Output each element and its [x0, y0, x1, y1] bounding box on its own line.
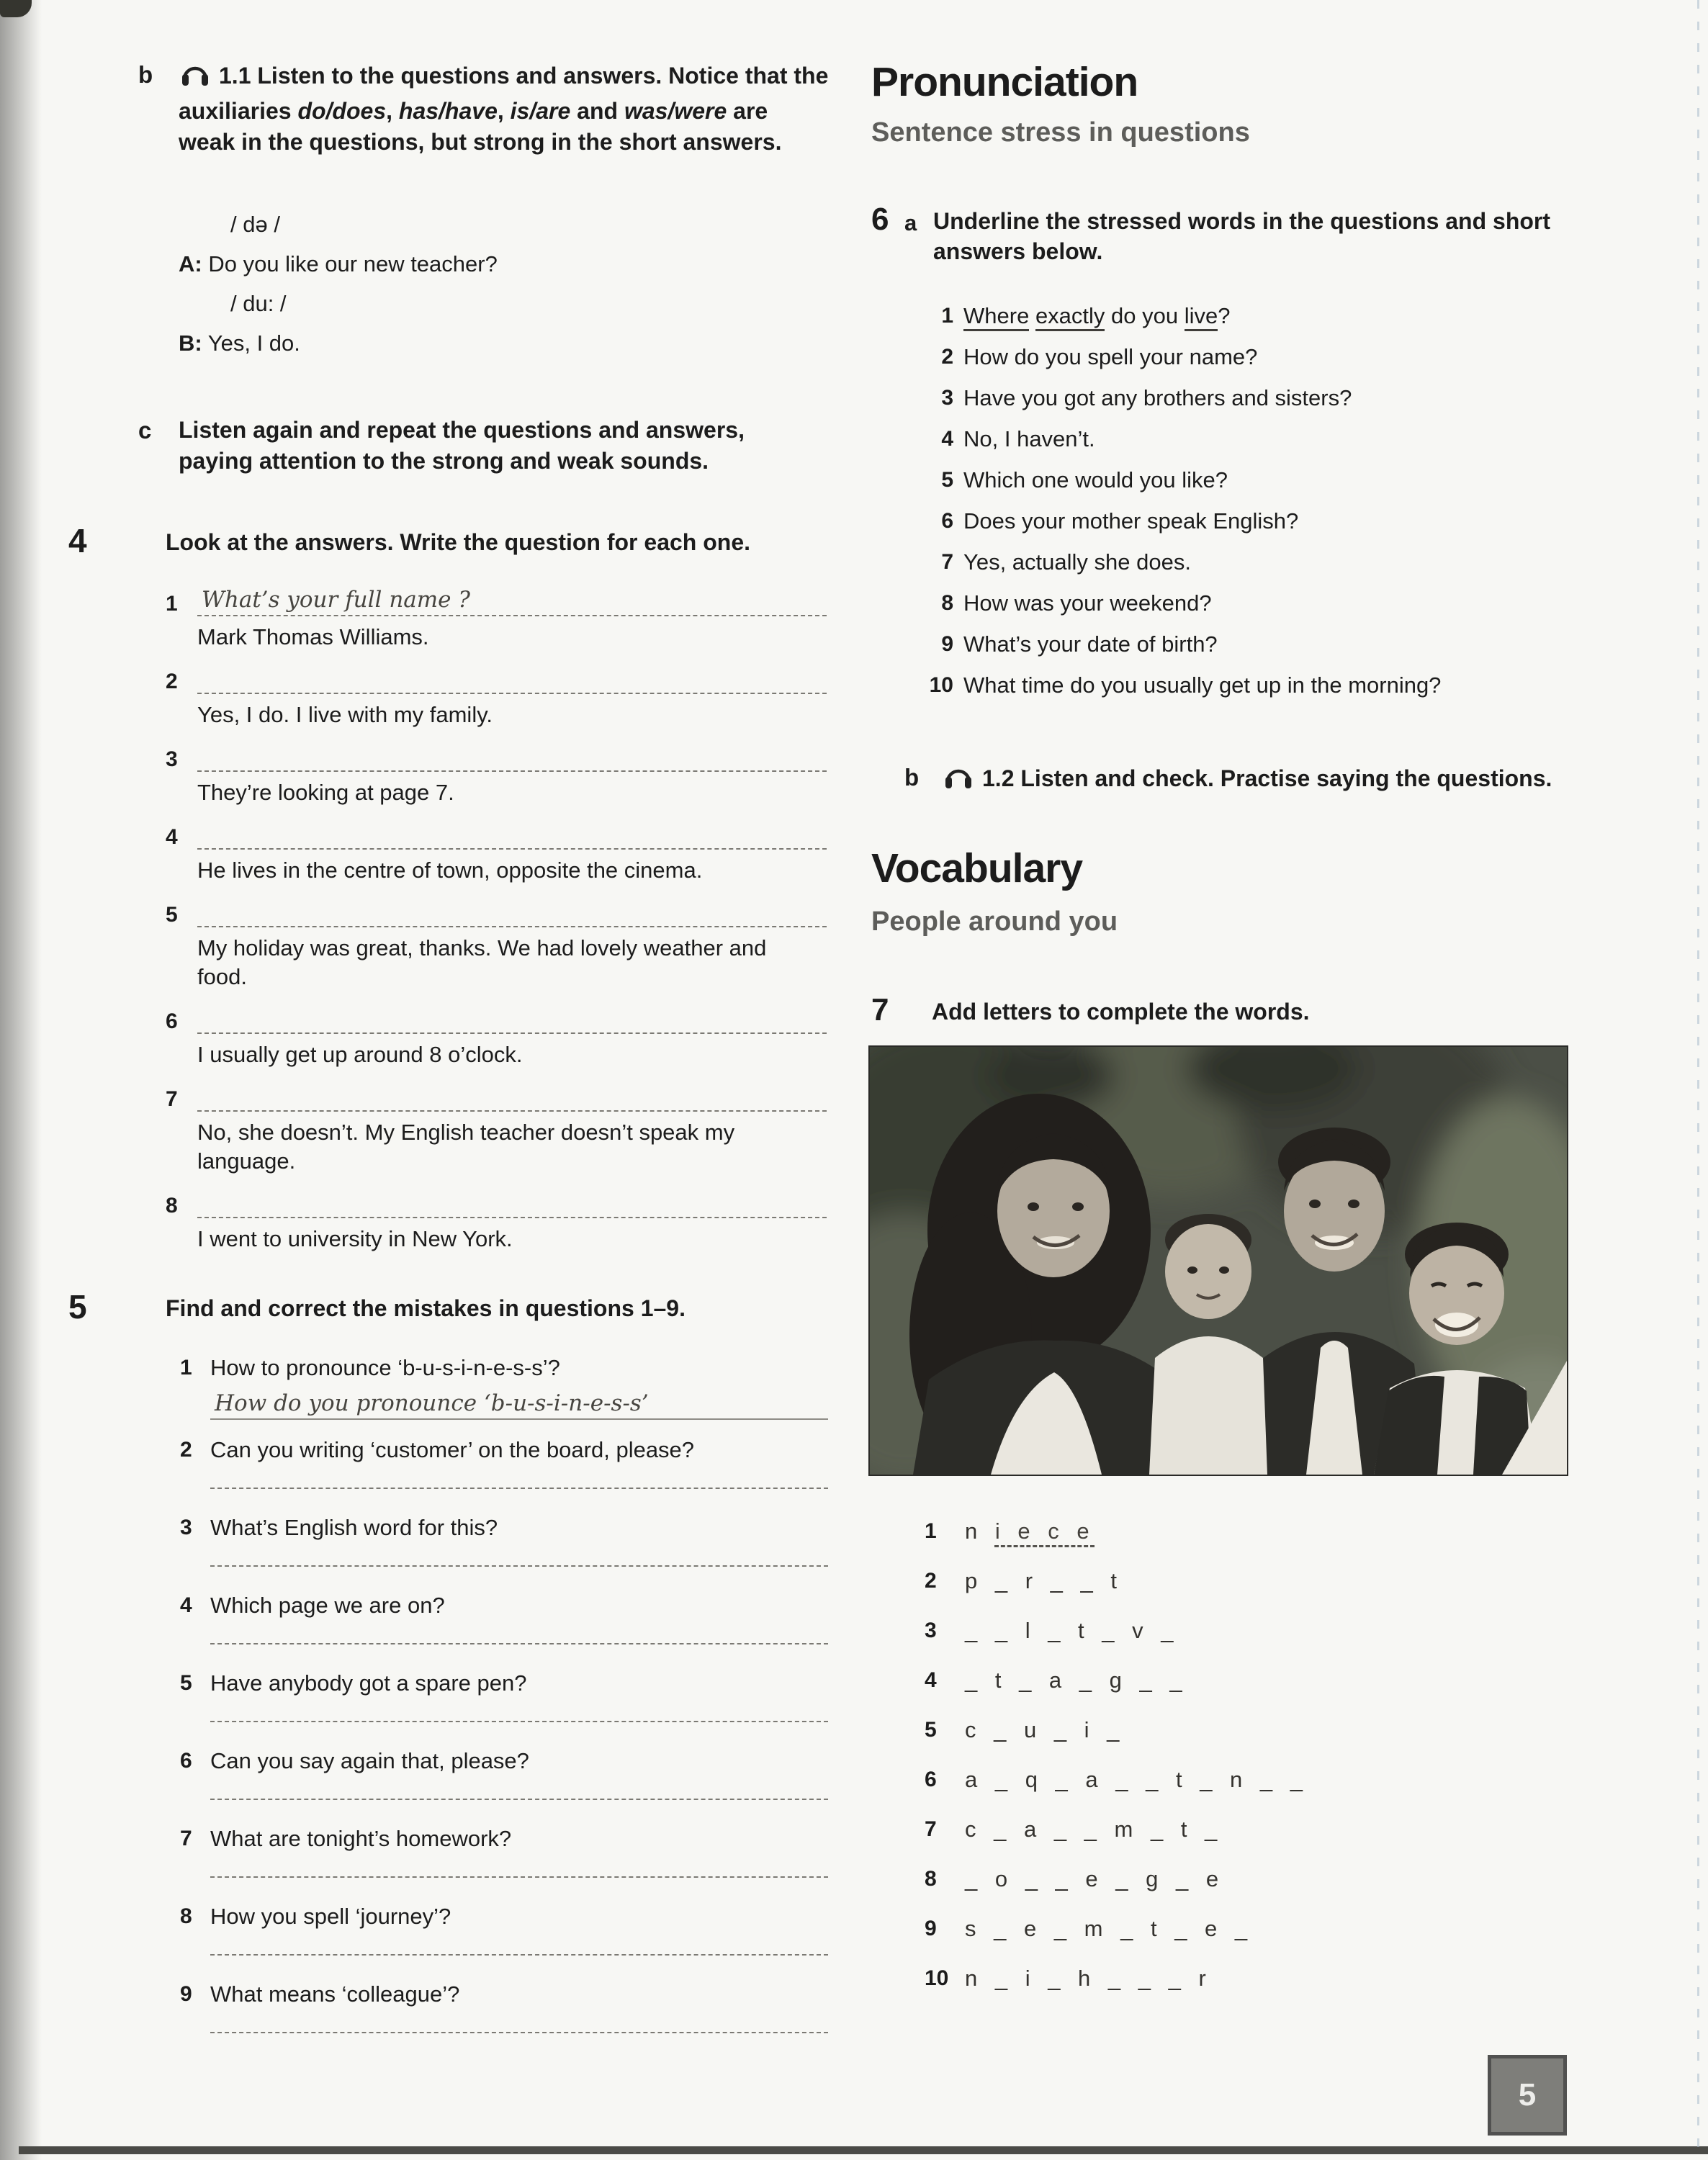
answer-line [197, 737, 827, 772]
printed-answer: Mark Thomas Williams. [197, 624, 429, 649]
word-letters: a _ q _ a _ _ t _ n _ _ [965, 1766, 1309, 1792]
list-item: 2 How do you spell your name? [941, 343, 1258, 369]
list-item: 3 What’s English word for this? [180, 1508, 828, 1567]
exercise-4-list [166, 583, 827, 1263]
pronunciation-subheading: Sentence stress in questions [871, 117, 1250, 148]
list-item: 6 I usually get up around 8 o’clock. [166, 1001, 827, 1079]
headphones-icon [942, 762, 975, 798]
section-letter: b [138, 61, 153, 88]
list-item: 7 What are tonight’s homework? [180, 1819, 828, 1878]
list-item: 6 Does your mother speak English? [941, 508, 1299, 534]
question-text: How to pronounce ‘b-u-s-i-n-e-s-s’? [210, 1355, 560, 1380]
list-item: 10 What time do you usually get up in the morning? [929, 672, 1442, 698]
word-letters: _ _ l _ t _ v _ [965, 1617, 1179, 1643]
word-item: 5 c _ u _ i _ [925, 1716, 1125, 1742]
answer-line [197, 660, 827, 694]
exercise-7-title: Add letters to complete the words. [932, 999, 1310, 1025]
exercise-4-title: Look at the answers. Write the question for each one. [166, 529, 750, 555]
list-item: 5 Which one would you like? [941, 467, 1228, 492]
exercise-5 [68, 1290, 827, 2052]
phonetic-weak: / də / [230, 212, 280, 237]
answer-line [210, 1542, 828, 1567]
printed-answer: They’re looking at page 7. [197, 780, 454, 805]
question-text: Yes, actually she does. [963, 549, 1191, 575]
word-item: 6 a _ q _ a _ _ t _ n _ _ [925, 1766, 1309, 1792]
list-item: 9 What means ‘colleague’? [180, 1974, 828, 2033]
exercise-6a-title: Underline the stressed words in the questions and short answers below. [933, 208, 1551, 264]
answer-line [197, 999, 827, 1034]
answer-line [197, 893, 827, 927]
exercise-7-list [925, 1506, 1308, 2003]
answer-line [210, 1853, 828, 1878]
list-item: 3 Have you got any brothers and sisters? [941, 384, 1352, 410]
answer-line [210, 1698, 828, 1722]
exercise-number: 7 [871, 992, 889, 1027]
answer-line [197, 1184, 827, 1218]
list-item: 2 Can you writing ‘customer’ on the board, please? [180, 1430, 828, 1489]
list-item: 1 How to pronounce ‘b-u-s-i-n-e-s-s’? How do you pronounce ‘b-u-s-i-n-e-s-s’ [180, 1348, 828, 1420]
dialogue-a: A: Do you like our new teacher? [179, 251, 498, 276]
printed-answer: I usually get up around 8 o’clock. [197, 1042, 523, 1067]
question-text: No, I haven’t. [963, 426, 1095, 451]
underlined-word: live [1185, 303, 1218, 331]
word-item: 7 c _ a _ _ m _ t _ [925, 1816, 1223, 1842]
word-item: 9 s _ e _ m _ t _ e _ [925, 1915, 1254, 1941]
question-text: How you spell ‘journey’? [210, 1904, 451, 1929]
section-letter: c [138, 417, 152, 444]
section-c [138, 415, 815, 477]
exercise-5-list [180, 1348, 828, 2033]
handwritten-answer: How do you pronounce ‘b-u-s-i-n-e-s-s’ [215, 1390, 649, 1416]
question-text: What’s your date of birth? [963, 631, 1218, 657]
scan-edge-strip [0, 0, 42, 2160]
question-text: What means ‘colleague’? [210, 1981, 460, 2007]
headphones-icon [179, 59, 212, 96]
word-item: 4 _ t _ a _ g _ _ [925, 1667, 1188, 1693]
exercise-6a-list [922, 295, 1623, 706]
list-item: 3 They’re looking at page 7. [166, 739, 827, 816]
page-number-badge: 5 [1488, 2055, 1567, 2136]
question-text: How do you spell your name? [963, 343, 1258, 369]
list-item: 7 No, she doesn’t. My English teacher doesn’t speak my language. [166, 1079, 827, 1185]
family-photo-image [870, 1047, 1567, 1475]
word-letters: _ o _ _ e _ g _ e [965, 1866, 1225, 1891]
dialogue-b: B: Yes, I do. [179, 330, 300, 356]
word-letters: s _ e _ m _ t _ e _ [965, 1915, 1254, 1941]
printed-answer: I went to university in New York. [197, 1226, 513, 1251]
word-item: 1 n i e c e [925, 1518, 1095, 1544]
phonetics-example [179, 204, 498, 363]
exercise-4 [68, 524, 827, 1263]
word-item: 8 _ o _ _ e _ g _ e [925, 1866, 1225, 1891]
word-item: 10 n _ i _ h _ _ _ r [925, 1965, 1212, 1991]
section-b2-instruction: 1.2 Listen and check. Practise saying the questions. [942, 762, 1581, 798]
list-item: 8 How you spell ‘journey’? [180, 1896, 828, 1956]
question-text: What are tonight’s homework? [210, 1826, 512, 1851]
underlined-word: exactly [1035, 303, 1105, 331]
list-item: 6 Can you say again that, please? [180, 1741, 828, 1800]
question-text: What time do you usually get up in the morning? [963, 672, 1442, 698]
list-item: 5 My holiday was great, thanks. We had lovely weather and food. [166, 894, 827, 1001]
question-text: Which one would you like? [963, 467, 1228, 492]
word-letters: _ t _ a _ g _ _ [965, 1667, 1188, 1693]
section-b2 [904, 762, 1581, 798]
pronunciation-heading: Pronunciation [871, 59, 1138, 105]
word-item: 3 _ _ l _ t _ v _ [925, 1617, 1179, 1643]
list-item: 1 What’s your full name ? Mark Thomas Williams. [166, 583, 827, 661]
section-letter: b [904, 764, 920, 791]
exercise-7 [871, 994, 1591, 1027]
vocabulary-subheading: People around you [871, 906, 1118, 937]
audio-track-number: 1.1 [219, 63, 251, 89]
question-text: Where exactly do you live? [963, 303, 1231, 329]
exercise-number: 6 [871, 202, 889, 237]
exercise-letter: a [904, 210, 917, 235]
answer-line [210, 1382, 828, 1420]
section-c-instruction: Listen again and repeat the questions and answers, paying attention to the strong and weak sounds. [179, 417, 745, 474]
exercise-number: 4 [68, 522, 87, 559]
section-b-instruction: 1.1 Listen to the questions and answers. Notice that the auxiliaries do/does, has/have, is/are and was/were are weak in the questions, but strong in the short answers. [179, 59, 830, 158]
list-item: 9 What’s your date of birth? [941, 631, 1218, 657]
scan-right-edge [1697, 0, 1699, 2160]
handwritten-letters: i e c e [994, 1518, 1095, 1544]
list-item: 4 Which page we are on? [180, 1585, 828, 1644]
audio-track-number: 1.2 [982, 765, 1015, 791]
list-item: 5 Have anybody got a spare pen? [180, 1663, 828, 1722]
vocabulary-heading: Vocabulary [871, 845, 1083, 891]
printed-answer: My holiday was great, thanks. We had lovely weather and food. [197, 935, 767, 989]
exercise-number: 5 [68, 1288, 87, 1326]
handwritten-answer: What’s your full name ? [202, 587, 470, 613]
exercise-5-title: Find and correct the mistakes in questions 1–9. [166, 1295, 686, 1321]
underlined-word: Where [963, 303, 1029, 331]
list-item: 8 How was your weekend? [941, 590, 1212, 616]
list-item: 4 No, I haven’t. [941, 426, 1095, 451]
answer-line [197, 1077, 827, 1112]
answer-line [210, 1931, 828, 1956]
word-letters: c _ u _ i _ [965, 1716, 1125, 1742]
word-letters: n _ i _ h _ _ _ r [965, 1965, 1212, 1991]
list-item: 1 Where exactly do you live? [922, 295, 1623, 336]
answer-line [210, 1776, 828, 1800]
answer-line [210, 1464, 828, 1489]
answer-line [197, 815, 827, 850]
answer-line [210, 2009, 828, 2033]
list-item: 2 Yes, I do. I live with my family. [166, 661, 827, 739]
scan-bottom-edge [19, 2146, 1708, 2154]
word-letters: c _ a _ _ m _ t _ [965, 1816, 1223, 1842]
question-text: How was your weekend? [963, 590, 1212, 616]
list-item: 4 He lives in the centre of town, opposite the cinema. [166, 816, 827, 894]
question-text: Does your mother speak English? [963, 508, 1299, 534]
family-photo [868, 1045, 1568, 1476]
answer-line [210, 1620, 828, 1644]
printed-answer: He lives in the centre of town, opposite the cinema. [197, 858, 703, 883]
word-letters: n [965, 1518, 995, 1544]
section-b [138, 59, 830, 158]
printed-answer: Yes, I do. I live with my family. [197, 702, 493, 727]
word-item: 2 p _ r _ _ t [925, 1567, 1123, 1593]
question-text: Have anybody got a spare pen? [210, 1670, 527, 1696]
list-item: 8 I went to university in New York. [166, 1185, 827, 1263]
word-letters: p _ r _ _ t [965, 1567, 1123, 1593]
phonetic-strong: / du: / [230, 291, 287, 316]
printed-answer: No, she doesn’t. My English teacher doesn’t speak my language. [197, 1120, 735, 1174]
question-text: What’s English word for this? [210, 1515, 498, 1540]
question-text: Can you say again that, please? [210, 1748, 529, 1773]
answer-line [197, 582, 827, 616]
question-text: Have you got any brothers and sisters? [963, 384, 1352, 410]
list-item: 7 Yes, actually she does. [941, 549, 1191, 575]
question-text: Which page we are on? [210, 1593, 445, 1618]
question-text: Can you writing ‘customer’ on the board, please? [210, 1437, 695, 1462]
exercise-6a [871, 203, 1623, 706]
